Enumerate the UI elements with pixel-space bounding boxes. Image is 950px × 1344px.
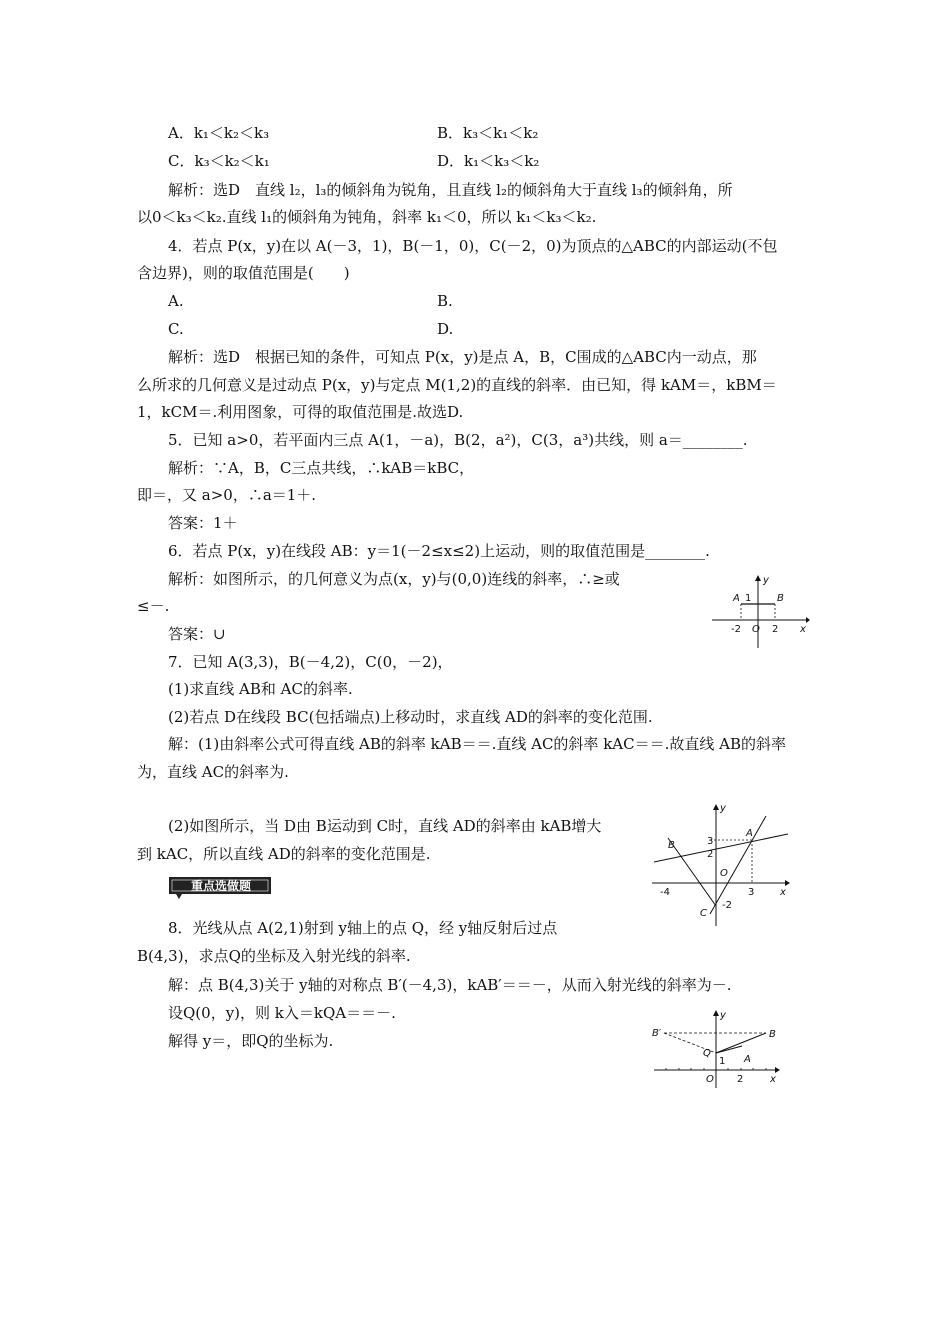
q6-label-y: y [763,575,769,586]
q7-solution-line3: (2)如图所示，当 D由 B运动到 C时，直线 AD的斜率由 kAB增大 [168,817,602,835]
q8-y-arrow [713,1010,719,1016]
q6-answer: 答案：∪ [168,625,226,643]
q8-label-one: 1 [719,1056,726,1067]
q7-solution-line4: 到 kAC，所以直线 AD的斜率的变化范围是. [137,845,431,863]
q8-x-arrow [775,1067,780,1073]
q8-label-two: 2 [737,1074,744,1085]
q3-option-d: D．k₁＜k₃＜k₂ [437,152,540,170]
q3-analysis-line2: 以0＜k₃＜k₂.直线 l₁的倾斜角为钝角，斜率 k₁＜0，所以 k₁＜k₃＜k₂. [137,208,597,226]
q3-analysis-line1: 解析：选D 直线 l₂，l₃的倾斜角为锐角，且直线 l₂的倾斜角大于直线 l₃的倾斜角，所 [168,181,733,199]
q8-label-b-prime: B′ [652,1028,662,1039]
q6-stem: 6．若点 P(x，y)在线段 AB：y＝1(－2≤x≤2)上运动，则的取值范围是________. [168,542,710,560]
q8-label-a: A [744,1054,751,1065]
q7-label-two: 2 [707,849,714,860]
q8-solution-line2: 设Q(0，y)，则 k入＝kQA＝＝－. [168,1004,396,1022]
q7-label-minus-four: -4 [660,887,670,898]
q8-label-q: Q [703,1048,711,1059]
q8-ray-qa [716,1046,742,1053]
q7-figure [648,800,796,928]
q6-label-two: 2 [772,624,779,635]
q4-option-d: D. [437,320,454,338]
q4-analysis-line2: 么所求的几何意义是过动点 P(x，y)与定点 M(1,2)的直线的斜率．由已知，得 kAM＝，kBM＝ [137,376,777,394]
q3-option-a: A．k₁＜k₂＜k₃ [168,124,270,142]
q5-stem: 5．已知 a>0，若平面内三点 A(1，－a)，B(2，a²)，C(3，a³)共线，则 a＝________. [168,431,748,449]
q7-label-minus-two: -2 [722,900,732,911]
q7-stem: 7．已知 A(3,3)，B(－4,2)，C(0，－2)， [168,653,453,671]
q6-label-one: 1 [745,593,752,604]
q8-label-x: x [770,1074,776,1085]
q5-answer: 答案：1＋ [168,514,238,532]
q8-figure [650,1006,790,1090]
q8-solution-line3: 解得 y＝，即Q的坐标为. [168,1032,334,1050]
q3-option-c: C．k₃＜k₂＜k₁ [168,152,270,170]
q3-option-b: B．k₃＜k₁＜k₂ [437,124,539,142]
q7-label-origin: O [720,868,728,879]
q5-analysis-line1: 解析：∵A，B，C三点共线，∴kAB＝kBC， [168,459,475,477]
q7-part1: (1)求直线 AB和 AC的斜率. [168,680,353,698]
q7-solution-line1: 解：(1)由斜率公式可得直线 AB的斜率 kAB＝＝.直线 AC的斜率 kAC＝＝.故直线 AB的斜率 [168,735,786,753]
q6-label-b: B [777,593,784,604]
q8-label-b: B [769,1029,776,1040]
q6-x-arrow [806,617,810,623]
q7-y-arrow [713,804,719,810]
q8-ray-bq [716,1033,766,1053]
q5-analysis-line2: 即＝，又 a>0，∴a＝1＋. [137,486,317,504]
banner-title: 重点选做题 [190,879,252,893]
q7-part2: (2)若点 D在线段 BC(包括端点)上移动时，求直线 AD的斜率的变化范围. [168,708,653,726]
q8-label-y: y [720,1010,726,1021]
q7-label-y: y [720,803,726,814]
q8-label-origin: O [706,1074,714,1085]
q7-label-c: C [700,908,707,919]
q4-stem-line1: 4．若点 P(x，y)在以 A(－3，1)，B(－1，0)，C(－2，0)为顶点的△ABC的内部运动(不包 [168,237,778,255]
q6-label-x: x [800,624,806,635]
key-problems-banner [168,876,274,900]
q6-figure [710,572,810,650]
q7-x-arrow [785,880,790,886]
q7-label-a: A [746,828,753,839]
q4-option-a: A. [168,292,184,310]
q7-label-b: B [668,840,675,851]
q8-stem-line1: 8．光线从点 A(2,1)射到 y轴上的点 Q，经 y轴反射后过点 [168,919,558,937]
q6-y-arrow [755,575,761,581]
q4-stem-line2: 含边界)，则的取值范围是( ) [137,264,350,282]
q4-option-b: B. [437,292,453,310]
q8-stem-line2: B(4,3)，求点Q的坐标及入射光线的斜率. [137,947,411,965]
q6-label-a: A [733,593,740,604]
q4-analysis-line3: 1，kCM＝.利用图象，可得的取值范围是.故选D. [137,403,464,421]
q8-solution-line1: 解：点 B(4,3)关于 y轴的对称点 B′(－4,3)，kAB′＝＝－，从而入射光线的斜率为－. [168,976,732,994]
q4-analysis-line1: 解析：选D 根据已知的条件，可知点 P(x，y)是点 A，B，C围成的△ABC内一动点，那 [168,348,757,366]
q6-analysis-line1: 解析：如图所示，的几何意义为点(x，y)与(0,0)连线的斜率，∴≥或 [168,570,620,588]
q6-label-minus-two: -2 [731,624,741,635]
banner-tab [176,894,182,899]
q7-line-ac [710,816,766,914]
q4-option-c: C. [168,320,184,338]
q7-label-three: 3 [707,836,714,847]
q6-analysis-line2: ≤－. [137,597,170,615]
q7-label-xthree: 3 [748,887,755,898]
q7-solution-line2: 为，直线 AC的斜率为. [137,763,289,781]
q7-label-x: x [780,887,786,898]
q6-label-origin: O [752,624,760,635]
